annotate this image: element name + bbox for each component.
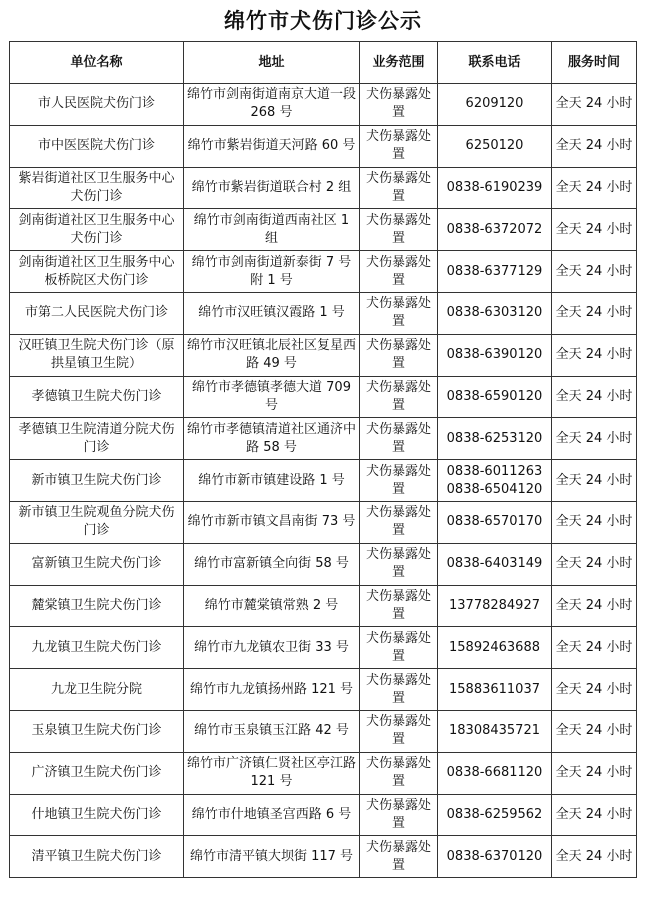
cell-phone: 0838-6011263 0838-6504120 bbox=[438, 460, 552, 502]
cell-phone: 0838-6303120 bbox=[438, 292, 552, 334]
cell-hours: 全天 24 小时 bbox=[552, 209, 637, 251]
table-row bbox=[10, 334, 637, 376]
table-row bbox=[10, 836, 637, 878]
cell-address: 绵竹市剑南街道西南社区 1 组 bbox=[184, 209, 360, 251]
cell-unit-name: 新市镇卫生院犬伤门诊 bbox=[10, 460, 184, 502]
header-address: 地址 bbox=[184, 42, 360, 84]
table-row bbox=[10, 167, 637, 209]
cell-hours: 全天 24 小时 bbox=[552, 669, 637, 711]
cell-address: 绵竹市剑南街道南京大道一段 268 号 bbox=[184, 84, 360, 126]
cell-hours: 全天 24 小时 bbox=[552, 84, 637, 126]
cell-hours: 全天 24 小时 bbox=[552, 794, 637, 836]
table-row bbox=[10, 585, 637, 627]
header-hours: 服务时间 bbox=[552, 42, 637, 84]
cell-phone: 0838-6570170 bbox=[438, 501, 552, 543]
page-title: 绵竹市犬伤门诊公示 bbox=[224, 9, 422, 33]
cell-unit-name: 孝德镇卫生院犬伤门诊 bbox=[10, 376, 184, 418]
table-row bbox=[10, 125, 637, 167]
cell-unit-name: 什地镇卫生院犬伤门诊 bbox=[10, 794, 184, 836]
cell-phone: 18308435721 bbox=[438, 710, 552, 752]
cell-address: 绵竹市新市镇建设路 1 号 bbox=[184, 460, 360, 502]
cell-phone: 0838-6372072 bbox=[438, 209, 552, 251]
cell-scope: 犬伤暴露处置 bbox=[360, 251, 438, 293]
table-row bbox=[10, 84, 637, 126]
cell-scope: 犬伤暴露处置 bbox=[360, 752, 438, 794]
cell-address: 绵竹市九龙镇农卫街 33 号 bbox=[184, 627, 360, 669]
cell-hours: 全天 24 小时 bbox=[552, 418, 637, 460]
cell-hours: 全天 24 小时 bbox=[552, 752, 637, 794]
cell-scope: 犬伤暴露处置 bbox=[360, 334, 438, 376]
cell-phone: 0838-6190239 bbox=[438, 167, 552, 209]
cell-unit-name: 新市镇卫生院观鱼分院犬伤门诊 bbox=[10, 501, 184, 543]
cell-unit-name: 紫岩街道社区卫生服务中心犬伤门诊 bbox=[10, 167, 184, 209]
cell-address: 绵竹市广济镇仁贤社区亭江路 121 号 bbox=[184, 752, 360, 794]
cell-hours: 全天 24 小时 bbox=[552, 585, 637, 627]
cell-unit-name: 富新镇卫生院犬伤门诊 bbox=[10, 543, 184, 585]
cell-hours: 全天 24 小时 bbox=[552, 710, 637, 752]
table-row bbox=[10, 376, 637, 418]
cell-scope: 犬伤暴露处置 bbox=[360, 710, 438, 752]
cell-scope: 犬伤暴露处置 bbox=[360, 460, 438, 502]
cell-hours: 全天 24 小时 bbox=[552, 543, 637, 585]
cell-unit-name: 市人民医院犬伤门诊 bbox=[10, 84, 184, 126]
table-row bbox=[10, 501, 637, 543]
cell-scope: 犬伤暴露处置 bbox=[360, 84, 438, 126]
cell-address: 绵竹市麓棠镇常熟 2 号 bbox=[184, 585, 360, 627]
cell-address: 绵竹市九龙镇扬州路 121 号 bbox=[184, 669, 360, 711]
table-row bbox=[10, 710, 637, 752]
cell-hours: 全天 24 小时 bbox=[552, 501, 637, 543]
cell-hours: 全天 24 小时 bbox=[552, 334, 637, 376]
cell-address: 绵竹市孝德镇清道社区通济中路 58 号 bbox=[184, 418, 360, 460]
cell-unit-name: 剑南街道社区卫生服务中心板桥院区犬伤门诊 bbox=[10, 251, 184, 293]
cell-address: 绵竹市剑南街道新泰街 7 号附 1 号 bbox=[184, 251, 360, 293]
cell-unit-name: 九龙卫生院分院 bbox=[10, 669, 184, 711]
table-row bbox=[10, 627, 637, 669]
header-scope: 业务范围 bbox=[360, 42, 438, 84]
cell-hours: 全天 24 小时 bbox=[552, 125, 637, 167]
table-row bbox=[10, 209, 637, 251]
table-header-row bbox=[10, 42, 637, 84]
table-row bbox=[10, 292, 637, 334]
table-row bbox=[10, 669, 637, 711]
cell-phone: 0838-6370120 bbox=[438, 836, 552, 878]
cell-scope: 犬伤暴露处置 bbox=[360, 376, 438, 418]
cell-unit-name: 汉旺镇卫生院犬伤门诊（原拱星镇卫生院） bbox=[10, 334, 184, 376]
table-row bbox=[10, 460, 637, 502]
cell-phone: 0838-6590120 bbox=[438, 376, 552, 418]
cell-scope: 犬伤暴露处置 bbox=[360, 836, 438, 878]
header-phone: 联系电话 bbox=[438, 42, 552, 84]
table-row bbox=[10, 752, 637, 794]
cell-scope: 犬伤暴露处置 bbox=[360, 209, 438, 251]
cell-address: 绵竹市玉泉镇玉江路 42 号 bbox=[184, 710, 360, 752]
cell-scope: 犬伤暴露处置 bbox=[360, 125, 438, 167]
cell-hours: 全天 24 小时 bbox=[552, 292, 637, 334]
cell-unit-name: 孝德镇卫生院清道分院犬伤门诊 bbox=[10, 418, 184, 460]
cell-hours: 全天 24 小时 bbox=[552, 167, 637, 209]
cell-unit-name: 广济镇卫生院犬伤门诊 bbox=[10, 752, 184, 794]
cell-phone: 0838-6681120 bbox=[438, 752, 552, 794]
clinic-table bbox=[9, 41, 637, 878]
cell-phone: 0838-6377129 bbox=[438, 251, 552, 293]
cell-hours: 全天 24 小时 bbox=[552, 460, 637, 502]
cell-scope: 犬伤暴露处置 bbox=[360, 669, 438, 711]
cell-scope: 犬伤暴露处置 bbox=[360, 167, 438, 209]
cell-address: 绵竹市紫岩街道天河路 60 号 bbox=[184, 125, 360, 167]
cell-phone: 15883611037 bbox=[438, 669, 552, 711]
cell-address: 绵竹市紫岩街道联合村 2 组 bbox=[184, 167, 360, 209]
cell-unit-name: 清平镇卫生院犬伤门诊 bbox=[10, 836, 184, 878]
cell-scope: 犬伤暴露处置 bbox=[360, 543, 438, 585]
cell-hours: 全天 24 小时 bbox=[552, 376, 637, 418]
cell-unit-name: 市中医医院犬伤门诊 bbox=[10, 125, 184, 167]
cell-address: 绵竹市新市镇文昌南街 73 号 bbox=[184, 501, 360, 543]
table-row bbox=[10, 543, 637, 585]
cell-unit-name: 剑南街道社区卫生服务中心犬伤门诊 bbox=[10, 209, 184, 251]
cell-scope: 犬伤暴露处置 bbox=[360, 418, 438, 460]
table-row bbox=[10, 794, 637, 836]
cell-hours: 全天 24 小时 bbox=[552, 251, 637, 293]
cell-phone: 6250120 bbox=[438, 125, 552, 167]
cell-unit-name: 麓棠镇卫生院犬伤门诊 bbox=[10, 585, 184, 627]
cell-scope: 犬伤暴露处置 bbox=[360, 292, 438, 334]
cell-unit-name: 市第二人民医院犬伤门诊 bbox=[10, 292, 184, 334]
cell-address: 绵竹市富新镇全向街 58 号 bbox=[184, 543, 360, 585]
table-row bbox=[10, 251, 637, 293]
cell-scope: 犬伤暴露处置 bbox=[360, 585, 438, 627]
cell-hours: 全天 24 小时 bbox=[552, 627, 637, 669]
cell-phone: 13778284927 bbox=[438, 585, 552, 627]
cell-phone: 0838-6259562 bbox=[438, 794, 552, 836]
cell-address: 绵竹市孝德镇孝德大道 709 号 bbox=[184, 376, 360, 418]
cell-address: 绵竹市汉旺镇北辰社区复星西路 49 号 bbox=[184, 334, 360, 376]
cell-scope: 犬伤暴露处置 bbox=[360, 627, 438, 669]
table-body bbox=[10, 84, 637, 878]
cell-phone: 0838-6403149 bbox=[438, 543, 552, 585]
cell-address: 绵竹市什地镇圣宫西路 6 号 bbox=[184, 794, 360, 836]
cell-phone: 0838-6253120 bbox=[438, 418, 552, 460]
table-row bbox=[10, 418, 637, 460]
cell-scope: 犬伤暴露处置 bbox=[360, 794, 438, 836]
cell-phone: 15892463688 bbox=[438, 627, 552, 669]
cell-phone: 6209120 bbox=[438, 84, 552, 126]
cell-phone: 0838-6390120 bbox=[438, 334, 552, 376]
cell-address: 绵竹市清平镇大坝街 117 号 bbox=[184, 836, 360, 878]
cell-scope: 犬伤暴露处置 bbox=[360, 501, 438, 543]
cell-unit-name: 玉泉镇卫生院犬伤门诊 bbox=[10, 710, 184, 752]
header-unit-name: 单位名称 bbox=[10, 42, 184, 84]
cell-unit-name: 九龙镇卫生院犬伤门诊 bbox=[10, 627, 184, 669]
cell-hours: 全天 24 小时 bbox=[552, 836, 637, 878]
cell-address: 绵竹市汉旺镇汉霞路 1 号 bbox=[184, 292, 360, 334]
